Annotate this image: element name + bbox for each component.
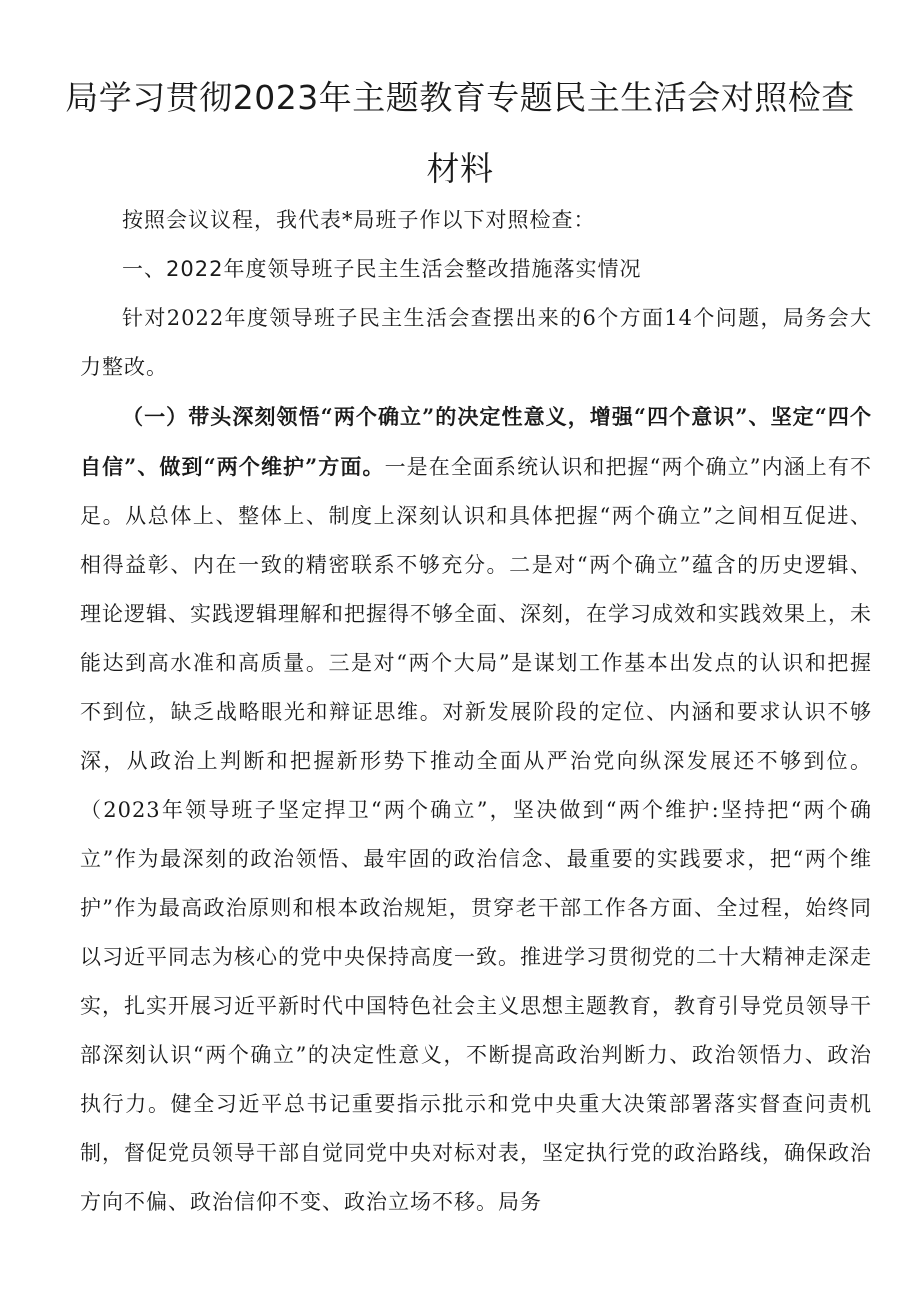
subsection-body: 一是在全面系统认识和把握“两个确立”内涵上有不足。从总体上、整体上、制度上深刻认识和具体把握“两个确立”之间相互促进、相得益彰、内在一致的精密联系不够充分。二是对“两个确立”蕴含的历史逻辑、理论逻辑、实践逻辑理解和把握得不够全面、深刻，在学习成效和实践效果上，未能达到高水准和高质量。三是对“两个大局”是谋划工作基本出发点的认识和把握不到位，缺乏战略眼光和辩证思维。对新发展阶段的定位、内涵和要求认识不够深，从政治上判断和把握新形势下推动全面从严治党向纵深发展还不够到位。（2023年领导班子坚定捍卫“两个确立”，坚决做到“两个维护:坚持把“两个确立”作为最深刻的政治领悟、最牢固的政治信念、最重要的实践要求，把“两个维护”作为最高政治原则和根本政治规矩，贯穿老干部工作各方面、全过程，始终同以习近平同志为核心的党中央保持高度一致。推进学习贯彻党的二十大精神走深走实，扎实开展习近平新时代中国特色社会主义思想主题教育，教育引导党员领导干部深刻认识“两个确立”的决定性意义，不断提高政治判断力、政治领悟力、政治执行力。健全习近平总书记重要指示批示和党中央重大决策部署落实督查问责机制，督促党员领导干部自觉同党中央对标对表，坚定执行党的政治路线，确保政治方向不偏、政治信仰不变、政治立场不移。局务 [80, 455, 872, 1214]
document-title: 局学习贯彻2023年主题教育专题民主生活会对照检查 [65, 78, 855, 117]
section-intro-paragraph: 针对2022年度领导班子民主生活会查摆出来的6个方面14个问题，局务会大力整改。 [80, 306, 872, 379]
intro-paragraph: 按照会议议程，我代表*局班子作以下对照检查： [122, 208, 596, 232]
document-body [80, 196, 872, 1227]
section-heading: 一、2022年度领导班子民主生活会整改措施落实情况 [122, 257, 642, 281]
subsection-paragraph [80, 392, 872, 1227]
subsection-heading: （一）带头深刻领悟“两个确立”的决定性意义，增强“四个意识”、坚定“四个自信”、做到“两个维护”方面。 [80, 404, 872, 479]
document-title-continued: 材料 [426, 149, 494, 188]
